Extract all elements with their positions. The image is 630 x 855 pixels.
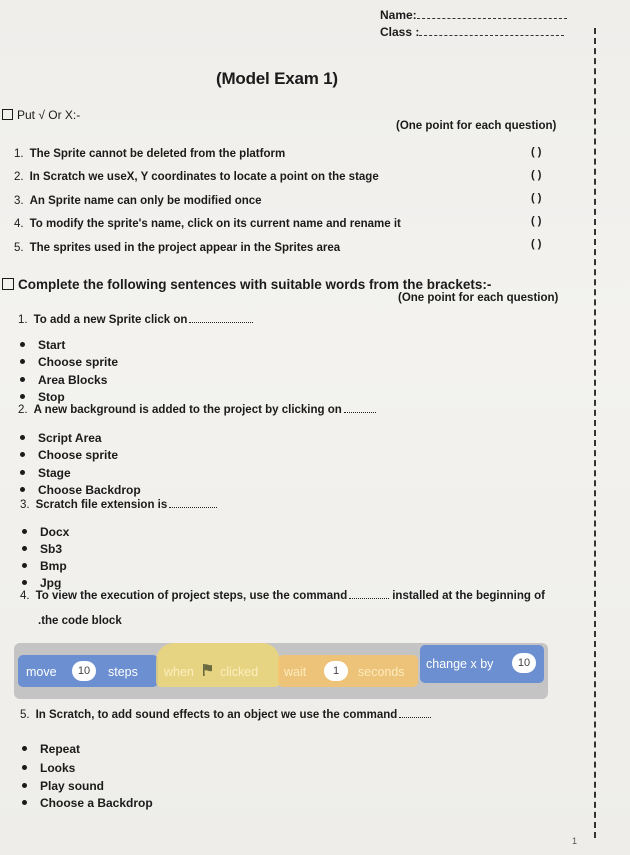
answer-blank xyxy=(344,412,376,413)
fill-question-1: 1. To add a new Sprite click on xyxy=(18,314,253,326)
fill-question-4: 4. To view the execution of project steps, use the command installed at the beginning of xyxy=(20,590,545,602)
option-item: Jpg xyxy=(22,576,61,590)
checkbox-square-icon xyxy=(2,109,13,120)
answer-bracket-1: ( ) xyxy=(531,146,542,158)
section1-heading: Put √ Or X:- xyxy=(2,108,80,122)
option-item: Looks xyxy=(22,761,75,775)
bullet-icon xyxy=(20,435,25,440)
move-value: 10 xyxy=(72,661,96,681)
answer-blank xyxy=(399,717,431,718)
question-4: 4. To modify the sprite's name, click on its current name and rename it xyxy=(14,218,401,230)
bullet-icon xyxy=(20,487,25,492)
bullet-icon xyxy=(22,800,27,805)
option-item: Choose a Backdrop xyxy=(22,796,153,810)
seconds-label: seconds xyxy=(358,665,405,679)
option-item: Choose Backdrop xyxy=(20,483,141,497)
option-item: Repeat xyxy=(22,742,80,756)
question-5: 5. The sprites used in the project appear in the Sprites area xyxy=(14,242,341,254)
bullet-icon xyxy=(20,452,25,457)
name-line xyxy=(417,18,567,19)
name-field xyxy=(380,8,567,22)
bullet-icon xyxy=(20,377,25,382)
section2-heading: Complete the following sentences with suitable words from the brackets:- xyxy=(2,277,491,292)
when-label: when xyxy=(164,665,194,679)
fill-question-2: 2. A new background is added to the project by clicking on xyxy=(18,404,376,416)
option-item: Stage xyxy=(20,466,71,480)
option-item: Stop xyxy=(20,390,65,404)
bullet-icon xyxy=(22,746,27,751)
bullet-icon xyxy=(22,765,27,770)
answer-blank xyxy=(169,507,217,508)
question-3: 3. An Sprite name can only be modified once xyxy=(14,195,262,207)
name-label: Name: xyxy=(380,8,417,22)
bullet-icon xyxy=(20,359,25,364)
wait-label: wait xyxy=(284,665,307,679)
option-item: Sb3 xyxy=(22,542,62,556)
scratch-blocks-strip xyxy=(14,643,548,699)
page-edge-dashed-line xyxy=(594,28,596,838)
changex-value: 10 xyxy=(512,653,536,673)
bullet-icon xyxy=(22,546,27,551)
changex-label: change x by xyxy=(426,657,494,671)
answer-blank xyxy=(189,322,253,323)
wait-value: 1 xyxy=(324,661,348,681)
steps-label: steps xyxy=(108,665,138,679)
class-label: Class : xyxy=(380,25,420,39)
fill-question-4-line2: .the code block xyxy=(38,615,122,627)
section2-note: (One point for each question) xyxy=(398,292,559,304)
page-number: 1 xyxy=(572,836,578,846)
clicked-label: clicked xyxy=(220,665,259,679)
section1-note: (One point for each question) xyxy=(396,120,557,132)
option-item: Choose sprite xyxy=(20,448,118,462)
option-item: Script Area xyxy=(20,431,102,445)
option-item: Play sound xyxy=(22,779,104,793)
bullet-icon xyxy=(22,580,27,585)
option-item: Start xyxy=(20,338,65,352)
bullet-icon xyxy=(20,394,25,399)
bullet-icon xyxy=(22,529,27,534)
answer-bracket-2: ( ) xyxy=(531,169,542,181)
bullet-icon xyxy=(20,470,25,475)
option-item: Area Blocks xyxy=(20,373,107,387)
question-2: 2. In Scratch we useX, Y coordinates to locate a point on the stage xyxy=(14,171,379,183)
answer-bracket-4: ( ) xyxy=(531,215,542,227)
answer-bracket-5: ( ) xyxy=(531,238,542,250)
bullet-icon xyxy=(22,783,27,788)
bullet-icon xyxy=(22,563,27,568)
fill-question-3: 3. Scratch file extension is xyxy=(20,499,217,511)
option-item: Docx xyxy=(22,525,69,539)
option-item: Bmp xyxy=(22,559,67,573)
page-title: (Model Exam 1) xyxy=(216,69,338,88)
checkbox-square-icon xyxy=(2,278,14,290)
question-1: 1. The Sprite cannot be deleted from the platform xyxy=(14,148,286,160)
answer-bracket-3: ( ) xyxy=(531,192,542,204)
class-field xyxy=(380,25,564,39)
option-item: Choose sprite xyxy=(20,355,118,369)
green-flag-icon xyxy=(202,663,216,677)
bullet-icon xyxy=(20,342,25,347)
class-line xyxy=(419,35,564,36)
answer-blank xyxy=(349,598,389,599)
move-label: move xyxy=(26,665,57,679)
fill-question-5: 5. In Scratch, to add sound effects to an object we use the command xyxy=(20,709,431,721)
